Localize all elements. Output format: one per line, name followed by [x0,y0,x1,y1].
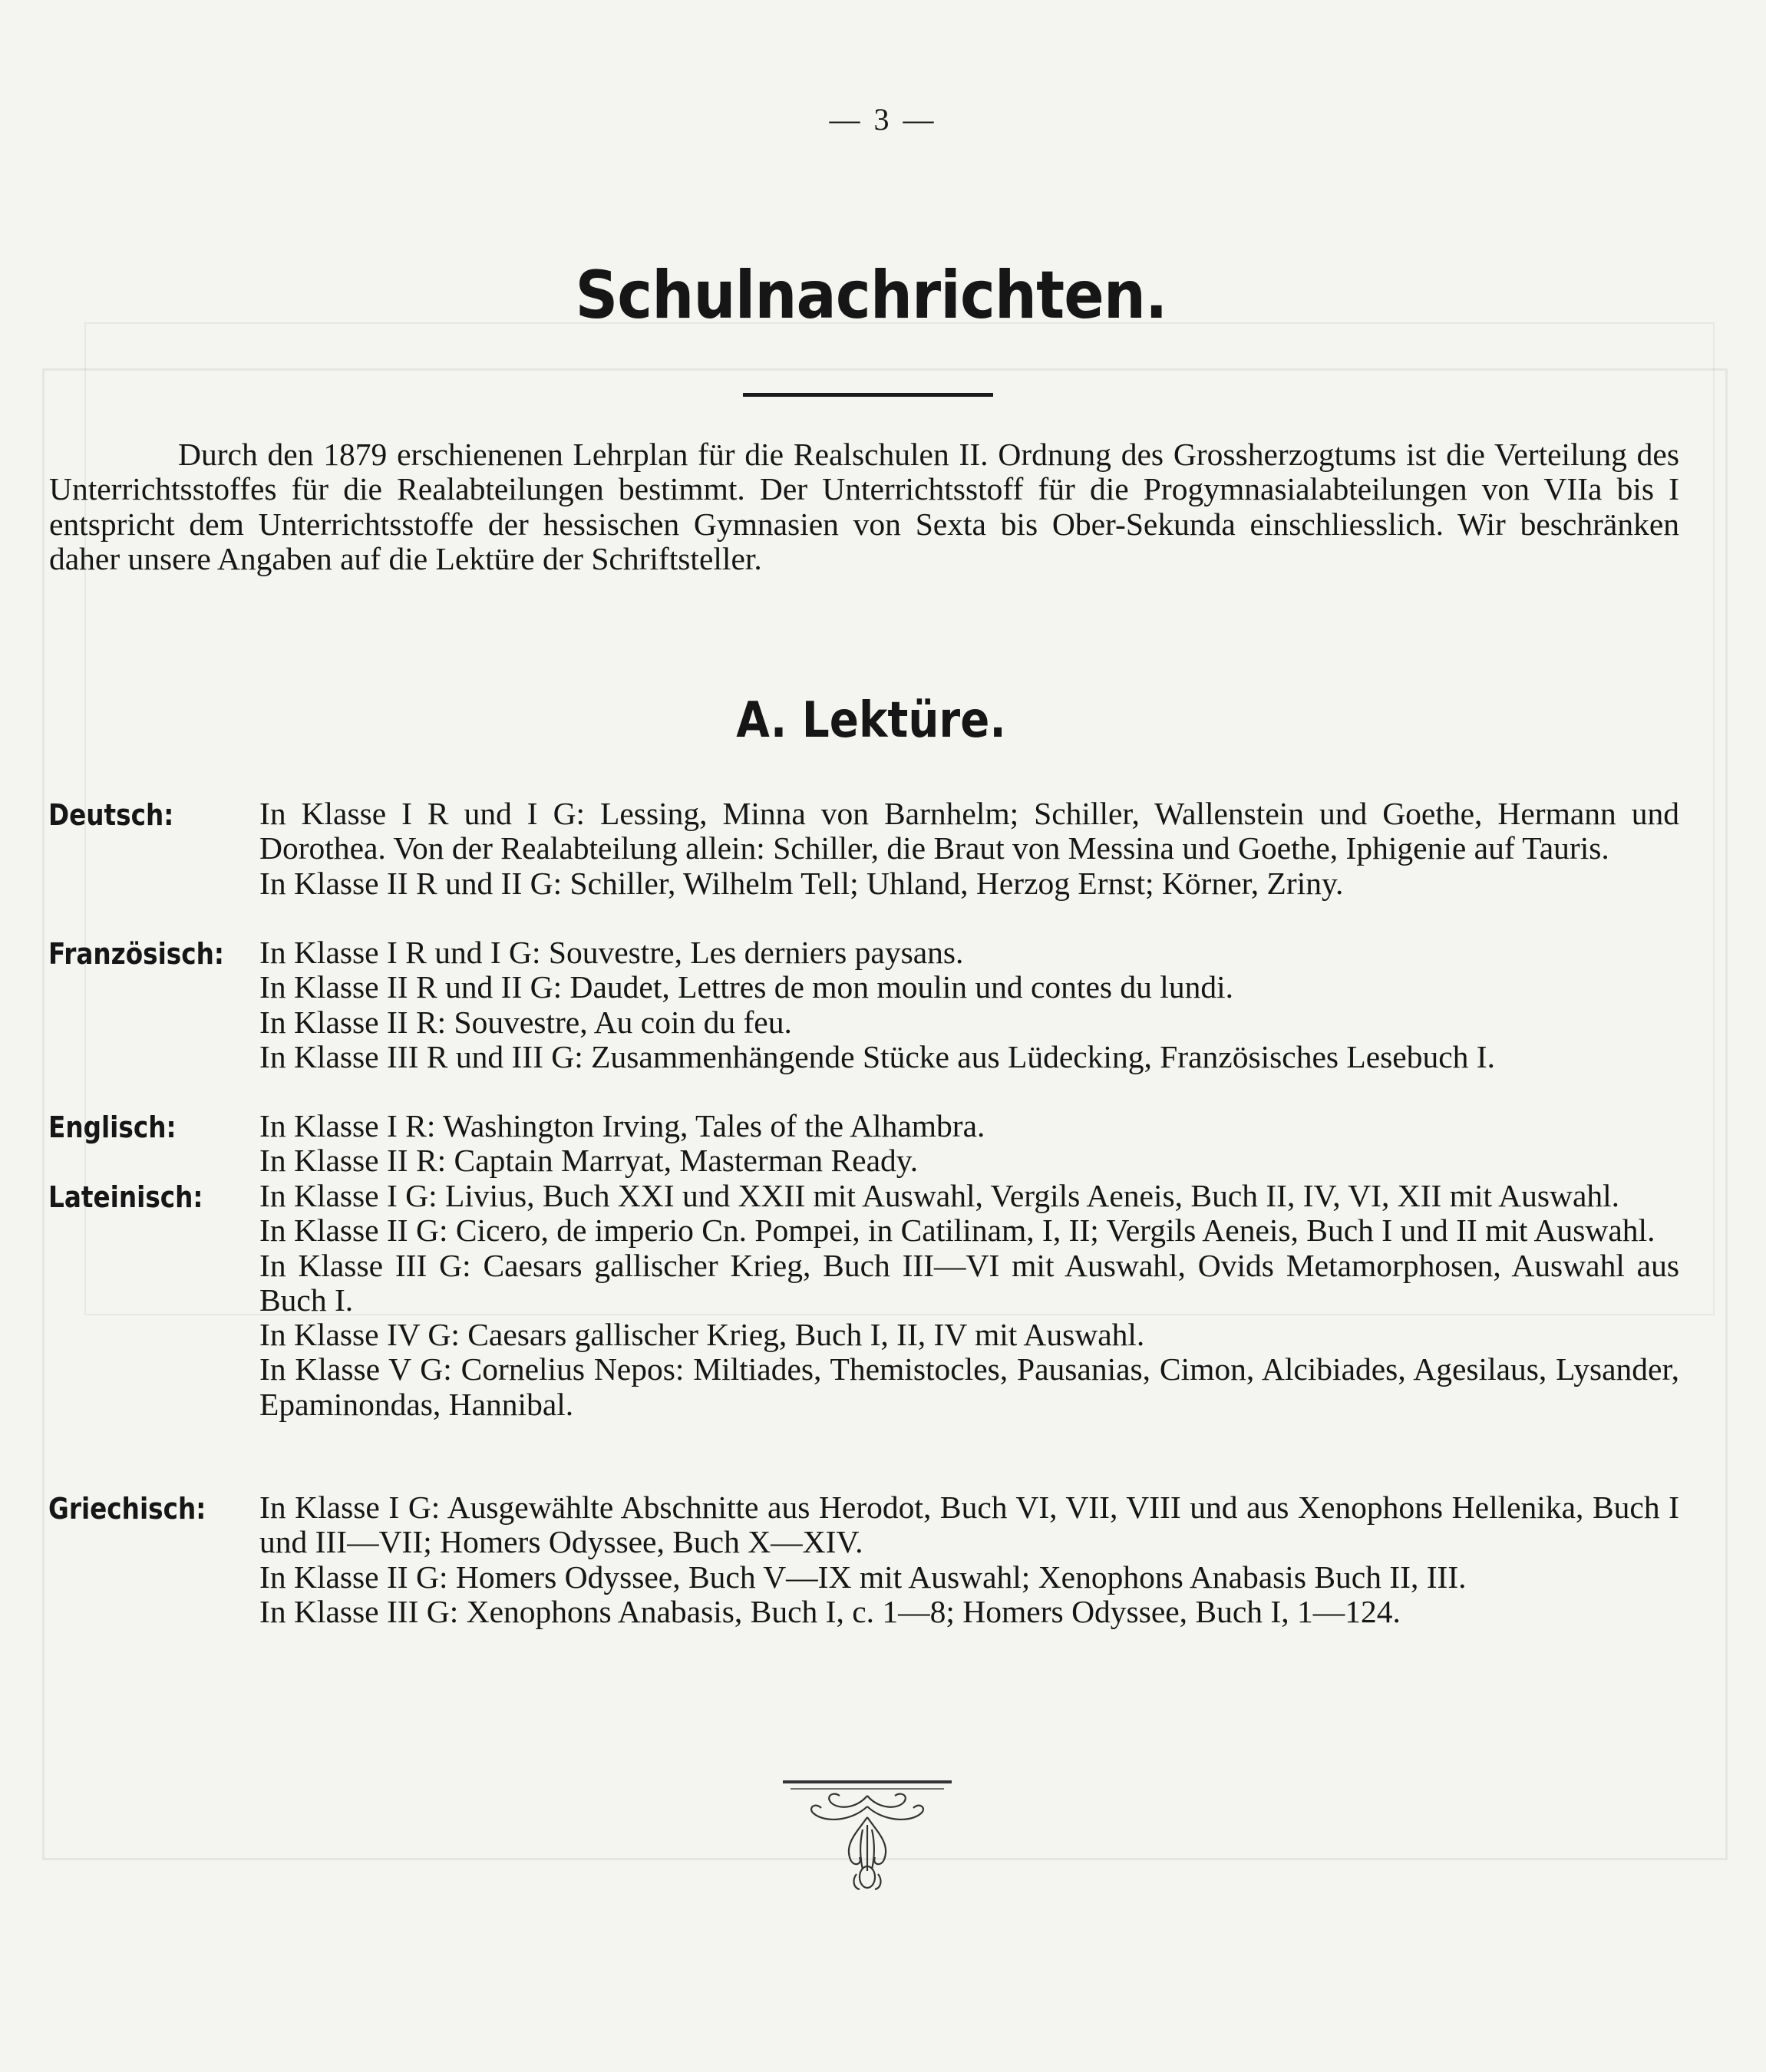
list-item: In Klasse I G: Livius, Buch XXI und XXII mit Auswahl, Vergils Aeneis, Buch II, IV, VI, XII mit Auswahl. [259,1178,1620,1213]
page-number: — 3 — [829,102,937,137]
list-item: In Klasse III R und III G: Zusammenhängende Stücke aus Lüdecking, Französisches Lesebuch I. [259,1038,1495,1074]
entry-list [259,1179,1679,1422]
list-item: In Klasse II R und II G: Daudet, Lettres de mon moulin und contes du lundi. [259,969,1233,1005]
intro-paragraph: Durch den 1879 erschienenen Lehrplan für die Realschulen II. Ordnung des Grossherzogtums ist die Verteilung des Unterrichtsstoffes für die Realabteilungen bestimmt. Der Unterrichtsstoff für die Progymnasialabteilungen von VIIa bis I entspricht dem Unterrichtsstoffe der hessischen Gymnasien von Sexta bis Ober-Sekunda einschliesslich. Wir beschränken daher unsere Angaben auf die Lektüre der Schriftsteller. [49,437,1679,576]
title-divider [743,393,993,397]
subject-label: Deutsch: [48,798,174,832]
entry-list [259,797,1679,901]
entry-list [259,1490,1679,1629]
list-item: In Klasse II R: Souvestre, Au coin du feu. [259,1004,792,1040]
list-item: In Klasse IV G: Caesars gallischer Krieg, Buch I, II, IV mit Auswahl. [259,1317,1145,1353]
list-item: In Klasse III G: Xenophons Anabasis, Buch I, c. 1—8; Homers Odyssee, Buch I, 1—124. [259,1593,1401,1629]
page-title: Schulnachrichten. [575,257,1167,334]
ornament-icon [783,1779,952,1894]
list-item: In Klasse II G: Cicero, de imperio Cn. Pompei, in Catilinam, I, II; Vergils Aeneis, Buch I und II mit Auswahl. [259,1213,1655,1249]
list-item: In Klasse II R und II G: Schiller, Wilhelm Tell; Uhland, Herzog Ernst; Körner, Zriny. [259,865,1344,901]
entry-list [259,1109,1679,1179]
list-item: In Klasse II G: Homers Odyssee, Buch V—IX mit Auswahl; Xenophons Anabasis Buch II, III. [259,1559,1467,1595]
list-item: In Klasse I R und I G: Lessing, Minna von Barnhelm; Schiller, Wallenstein und Goethe, Hermann und Dorothea. Von der Realabteilung allein: Schiller, die Braut von Messina und Goethe, Iphigenie auf Tauris. [259,796,1679,866]
subject-label: Französisch: [48,937,224,971]
subject-label: Lateinisch: [48,1180,203,1214]
list-item: In Klasse V G: Cornelius Nepos: Miltiades, Themistocles, Pausanias, Cimon, Alcibiades, Agesilaus, Lysander, Epaminondas, Hannibal. [259,1351,1679,1422]
list-item: In Klasse I R: Washington Irving, Tales of the Alhambra. [259,1108,985,1143]
list-item: In Klasse II R: Captain Marryat, Masterman Ready. [259,1143,919,1179]
entry-list [259,935,1679,1074]
subject-label: Griechisch: [48,1492,206,1526]
section-heading: A. Lektüre. [736,692,1006,749]
list-item: In Klasse I R und I G: Souvestre, Les derniers paysans. [259,935,964,970]
subject-label: Englisch: [48,1110,177,1144]
list-item: In Klasse I G: Ausgewählte Abschnitte aus Herodot, Buch VI, VII, VIII und aus Xenophons Hellenika, Buch I und III—VII; Homers Odyssee, Buch X—XIV. [259,1490,1679,1560]
list-item: In Klasse III G: Caesars gallischer Krieg, Buch III—VI mit Auswahl, Ovids Metamorphosen, Auswahl aus Buch I. [259,1247,1679,1318]
